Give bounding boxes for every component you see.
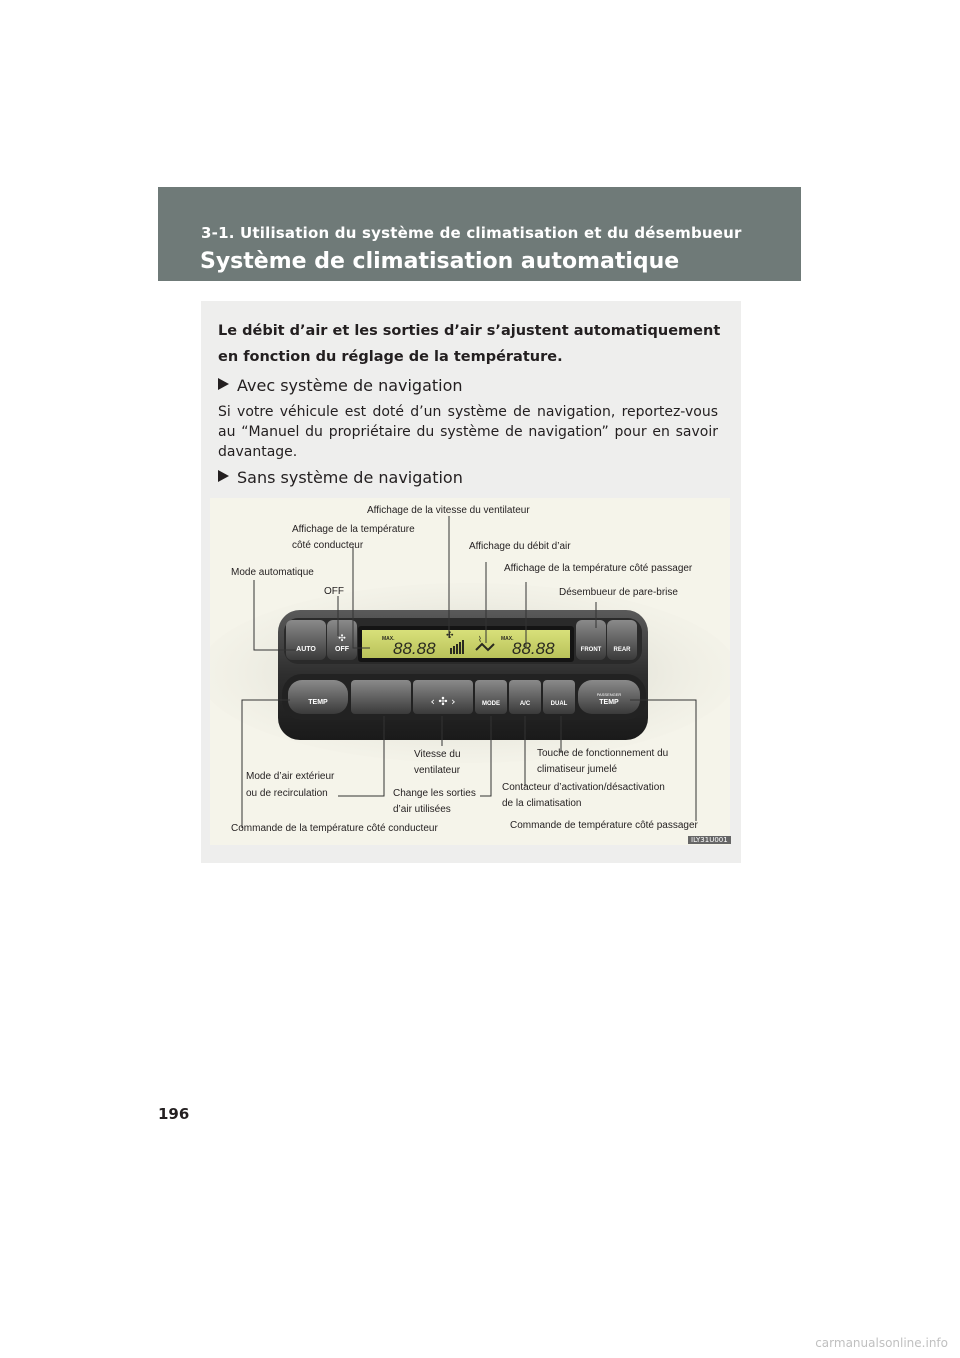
page-number: 196 (158, 1105, 190, 1123)
lcd-max-right: MAX. (501, 636, 514, 642)
label-mode-2: d’air utilisées (393, 804, 451, 815)
passenger-label: PASSENGER (596, 692, 622, 697)
ac-button[interactable] (509, 680, 541, 714)
label-windshield-defogger: Désembueur de pare-brise (559, 587, 678, 598)
intro-text: Le débit d’air et les sorties d’air s’ajustent automatiquement en fonction du réglage de la température. (218, 323, 721, 365)
label-passenger-temp-control: Commande de température côté passager (510, 820, 698, 831)
label-fan-speed-1: Vitesse du (414, 749, 461, 760)
page-title: Système de climatisation automatique (200, 249, 680, 274)
no-nav-heading (218, 468, 463, 487)
front-defroster-button[interactable] (576, 620, 606, 660)
driver-temp-label: TEMP (308, 699, 328, 706)
label-recirc-2: ou de recirculation (246, 788, 328, 799)
label-off: OFF (324, 586, 344, 597)
front-label: FRONT (580, 647, 602, 653)
nav-paragraph: Si votre véhicule est doté d’un système de navigation, reportez-vous au “Manuel du propriétaire du système de navigation” pour en savoir davantage. (218, 404, 718, 460)
dual-button[interactable] (543, 680, 575, 714)
rear-label: REAR (613, 647, 631, 653)
no-nav-heading-text: Sans système de navigation (237, 468, 463, 487)
triangle-bullet-icon (218, 470, 229, 482)
lcd-max-left: MAX. (382, 636, 395, 642)
auto-label: AUTO (296, 646, 316, 653)
passenger-temp-label: TEMP (599, 699, 619, 706)
dual-label: DUAL (550, 701, 568, 707)
watermark: carmanualsonline.info (815, 1336, 948, 1350)
climate-panel-figure (210, 498, 730, 845)
lcd-driver-temp: 88.88 (393, 639, 436, 658)
mode-label: MODE (482, 701, 500, 707)
lcd-defrost-icon: ⌇ (478, 635, 482, 644)
passenger-temp-button[interactable] (578, 680, 640, 714)
label-fan-speed-display: Affichage de la vitesse du ventilateur (367, 505, 530, 516)
label-auto-mode: Mode automatique (231, 567, 314, 578)
lcd-passenger-temp: 88.88 (512, 639, 555, 658)
label-driver-temp-control: Commande de la température côté conducteur (231, 823, 438, 834)
nav-heading-text: Avec système de navigation (237, 376, 463, 395)
fan-speed-icon: ‹ ✣ › (430, 695, 456, 708)
ac-label: A/C (519, 701, 531, 707)
mode-button[interactable] (475, 680, 507, 714)
rear-defogger-button[interactable] (607, 620, 637, 660)
lcd-fan-icon: ✣ (446, 631, 454, 641)
label-ac-2: de la climatisation (502, 798, 582, 809)
nav-heading (218, 376, 463, 395)
off-button-label: OFF (335, 646, 349, 653)
label-dual-2: climatiseur jumelé (537, 764, 618, 775)
label-fan-speed-2: ventilateur (414, 765, 461, 776)
section-label: 3-1. Utilisation du système de climatisation et du désembueur (201, 224, 742, 242)
label-ac-1: Contacteur d’activation/désactivation (502, 782, 665, 793)
figure-code: ILY31U001 (688, 836, 731, 844)
auto-button[interactable] (286, 620, 326, 660)
recirculation-button[interactable] (351, 680, 411, 714)
label-dual-1: Touche de fonctionnement du (537, 748, 669, 759)
label-driver-temp-display-1: Affichage de la température (292, 524, 415, 535)
triangle-bullet-icon (218, 378, 229, 390)
fan-icon: ✣ (338, 634, 346, 644)
label-driver-temp-display-2: côté conducteur (292, 540, 364, 551)
label-mode-1: Change les sorties (393, 788, 476, 799)
driver-temp-button[interactable] (288, 680, 348, 714)
label-recirc-1: Mode d’air extérieur (246, 771, 335, 782)
label-airflow-display: Affichage du débit d’air (469, 541, 571, 552)
label-passenger-temp-display: Affichage de la température côté passager (504, 563, 693, 574)
